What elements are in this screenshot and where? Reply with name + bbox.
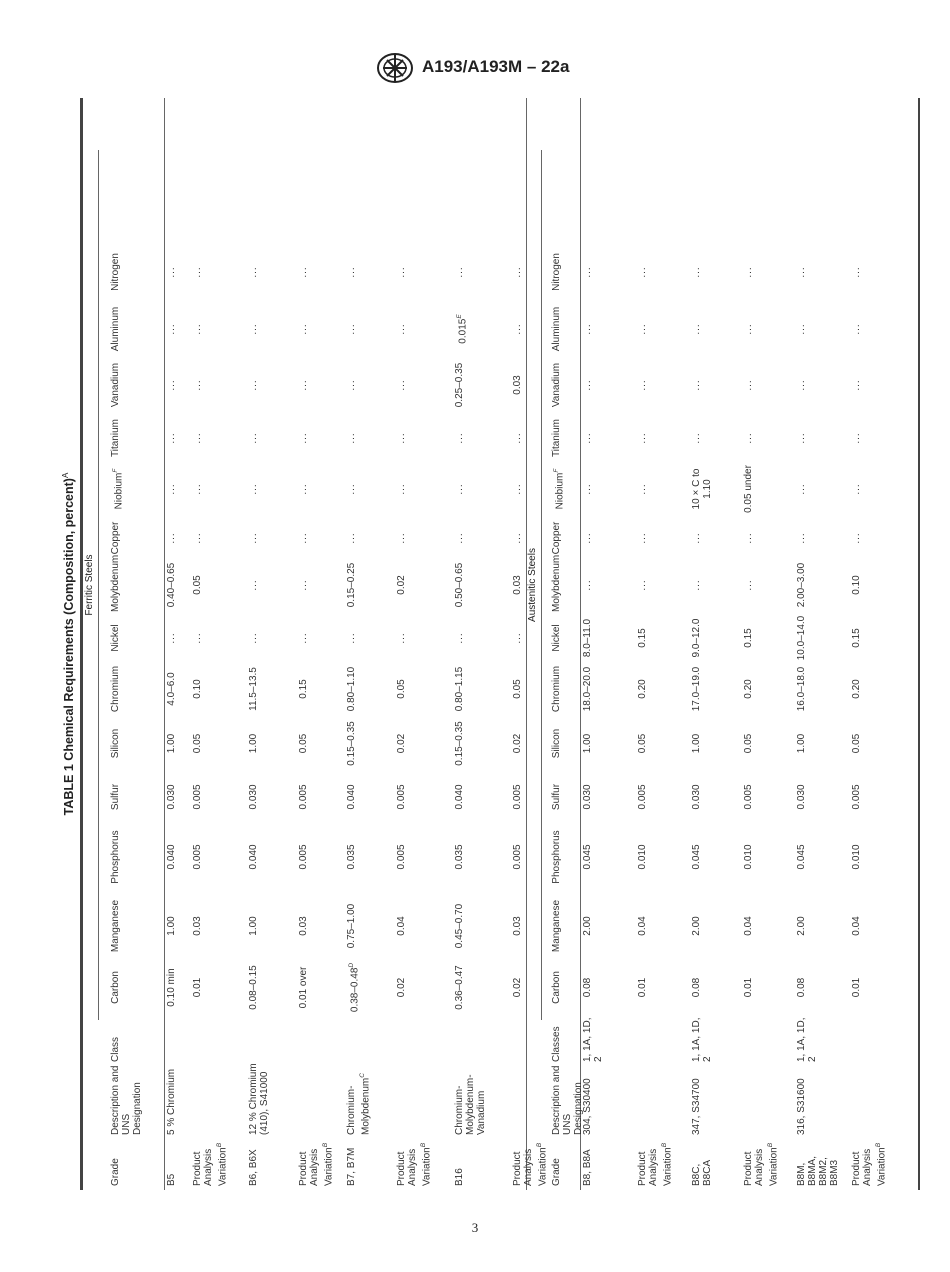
ferritic-table-cell: Chromium-Molybdenum$^C$ [346, 1073, 372, 1135]
ferritic-table-cell: ... [396, 532, 407, 544]
austenitic-table-cell: ... [743, 532, 754, 544]
ferritic-table-cell: 0.040 [248, 844, 259, 870]
ferritic-table-cell: 0.03 [512, 575, 523, 595]
ferritic-table-cell: ... [298, 266, 309, 278]
austenitic-table-cell: 0.030 [691, 784, 702, 810]
austenitic-table-cell: 0.20 [851, 679, 862, 699]
austenitic-table-cell: ... [743, 432, 754, 444]
ferritic-header-line [164, 98, 165, 1190]
austenitic-table-cell: 0.005 [851, 784, 862, 810]
austenitic-table-cell: ... [743, 323, 754, 335]
ferritic-table-cell: 0.02 [396, 733, 407, 754]
ferritic-table-cell: 0.02 [512, 977, 523, 998]
ferritic-table-cell: 0.035 [346, 844, 357, 870]
austenitic-table-cell: ... [851, 323, 862, 335]
austenitic-table-cell: 0.01 [743, 977, 754, 998]
ferritic-table-cell: ... [346, 632, 357, 644]
ferritic-table-cell: ... [454, 632, 465, 644]
niobium-footnote: F [112, 468, 119, 473]
austenitic-table-cell: 0.010 [851, 844, 862, 870]
austenitic-table-cell: 0.15 [637, 628, 648, 648]
austenitic-table-cell: ... [582, 532, 593, 544]
ferritic-table-cell: ... [298, 532, 309, 544]
ferritic-table-cell: 0.005 [512, 844, 523, 870]
b16-aluminum-footnote: E [456, 314, 463, 319]
austenitic-table-cell: ... [582, 266, 593, 278]
austenitic-table-cell: Product Analysis Variation$^B$ [743, 1142, 780, 1186]
austenitic-table-cell: ... [637, 483, 648, 495]
ferritic-table-cell: ... [396, 632, 407, 644]
ferritic-table-cell: 0.04 [396, 916, 407, 936]
ferritic-table-cell: ... [512, 323, 523, 335]
austenitic-table-cell: Product Analysis Variation$^B$ [851, 1142, 888, 1186]
austenitic-table-cell: 1.00 [582, 733, 593, 754]
ferritic-table-cell: ... [166, 632, 177, 644]
austenitic-table-cell: ... [851, 432, 862, 444]
austenitic-table-cell: 316, S31600 [796, 1078, 807, 1135]
ferritic-table-cell: 0.15–0.35 [454, 721, 465, 766]
ferritic-table-cell: 0.03 [512, 916, 523, 936]
austenitic-col-header: Molybdenum [551, 554, 562, 612]
ferritic-table-cell: 0.05 [396, 679, 407, 699]
ferritic-table-cell: 0.005 [298, 844, 309, 870]
ferritic-table-cell: 0.40–0.65 [166, 562, 177, 608]
austenitic-table-cell: 0.15 [851, 628, 862, 648]
ferritic-table-cell: ... [166, 483, 177, 495]
b7-desc-footnote: C [359, 1073, 366, 1078]
ferritic-table-cell: 1.00 [166, 733, 177, 754]
ferritic-table-cell: ... [166, 323, 177, 335]
ferritic-table-cell: 1.00 [248, 733, 259, 754]
pav-footnote: B [661, 1142, 668, 1148]
austenitic-table-cell: ... [582, 483, 593, 495]
austenitic-header-line [580, 98, 581, 1190]
austenitic-table-cell: ... [582, 432, 593, 444]
austenitic-table-cell: ... [851, 532, 862, 544]
austenitic-table-cell: 304, S30400 [582, 1078, 593, 1135]
ferritic-table-cell: 0.15 [298, 679, 309, 699]
austenitic-col-header: Copper [551, 521, 562, 555]
ferritic-table-cell: ... [346, 483, 357, 495]
ferritic-table-cell: 12 % Chromium (410), S41000 [248, 1063, 270, 1135]
ferritic-table-cell: ... [192, 379, 203, 391]
ferritic-table-cell: ... [248, 266, 259, 278]
ferritic-table-cell: 0.10 min [166, 968, 177, 1007]
austenitic-col-header: Manganese [551, 899, 562, 953]
austenitic-table-cell: 0.20 [743, 679, 754, 699]
ferritic-section-label: Ferritic Steels [84, 554, 95, 616]
ferritic-table-cell: ... [396, 323, 407, 335]
table-title [58, 98, 77, 1190]
pav-footnote: B [536, 1142, 543, 1148]
austenitic-table-cell: ... [637, 532, 648, 544]
austenitic-table-cell: 0.08 [691, 977, 702, 998]
austenitic-table-cell: B8M, B8MA, B8M2, B8M3 [796, 1155, 840, 1186]
ferritic-table-cell: 0.03 [192, 916, 203, 936]
austenitic-table-cell: 1.00 [691, 733, 702, 754]
ferritic-table-cell: 0.75–1.00 [346, 903, 357, 949]
austenitic-table-cell: ... [691, 266, 702, 278]
ferritic-table-cell: 5 % Chromium [166, 1068, 177, 1135]
ferritic-table-cell: ... [396, 483, 407, 495]
ferritic-table-cell: 0.08–0.15 [248, 965, 259, 1010]
niobium-footnote: F [553, 468, 560, 473]
austenitic-table-cell: 0.10 [851, 575, 862, 595]
austenitic-table-cell: 0.01 [637, 977, 648, 998]
austenitic-col-header: Silicon [551, 728, 562, 759]
ferritic-table-cell: 0.15–0.25 [346, 562, 357, 608]
ferritic-table-cell: 0.03 [298, 916, 309, 936]
austenitic-table-cell: ... [637, 379, 648, 391]
page-number: 3 [471, 1220, 479, 1235]
ferritic-table-cell: ... [192, 483, 203, 495]
table-title-note: A [61, 472, 70, 479]
b7-carbon-footnote: D [348, 962, 355, 968]
ferritic-table-cell: 0.05 [512, 679, 523, 699]
document-designation: A193/A193M – 22a [422, 57, 570, 76]
ferritic-table-cell: ... [192, 632, 203, 644]
ferritic-table-cell: 0.005 [396, 784, 407, 810]
ferritic-table-cell: ... [298, 579, 309, 591]
ferritic-col-header: Carbon [110, 971, 121, 1004]
austenitic-table-cell: 0.005 [637, 784, 648, 810]
pav-footnote: B [322, 1142, 329, 1148]
ferritic-table-cell: ... [512, 483, 523, 495]
austenitic-table-cell: 9.0–12.0 [691, 618, 702, 658]
ferritic-table-cell: ... [512, 532, 523, 544]
austenitic-table-cell: 0.010 [743, 844, 754, 870]
ferritic-table-cell: 0.040 [346, 784, 357, 810]
ferritic-col-header: Titanium [110, 419, 121, 457]
austenitic-table-cell: 0.030 [796, 784, 807, 810]
ferritic-table-cell: $0.015^E$ [456, 314, 469, 344]
austenitic-col-header: Sulfur [551, 783, 562, 811]
ferritic-table-cell: ... [166, 432, 177, 444]
austenitic-table-cell: 0.030 [582, 784, 593, 810]
austenitic-col-header: Phosphorus [551, 830, 562, 884]
ferritic-table-cell: ... [192, 432, 203, 444]
ferritic-table-cell: 0.030 [166, 784, 177, 810]
austenitic-table-cell: ... [691, 532, 702, 544]
ferritic-section-line [98, 150, 99, 1020]
austenitic-table-cell: ... [851, 379, 862, 391]
ferritic-col-header: Phosphorus [110, 830, 121, 884]
austenitic-table-cell: 1, 1A, 1D, 2 [582, 1017, 604, 1062]
austenitic-table-cell: 0.05 [637, 733, 648, 754]
ferritic-table-cell: ... [166, 379, 177, 391]
ferritic-table-cell: 0.05 [192, 575, 203, 595]
ferritic-table-cell: $0.38-0.48^D$ [348, 962, 361, 1013]
ferritic-table-cell: 0.50–0.65 [454, 562, 465, 608]
ferritic-table-cell: ... [298, 632, 309, 644]
ferritic-table-cell: ... [396, 432, 407, 444]
ferritic-table-cell: ... [248, 323, 259, 335]
austenitic-table-cell: 2.00 [582, 916, 593, 936]
ferritic-table-cell: ... [454, 483, 465, 495]
ferritic-col-header: Nickel [110, 624, 121, 652]
austenitic-table-cell: 0.010 [637, 844, 648, 870]
ferritic-table-cell: 0.36–0.47 [454, 965, 465, 1010]
austenitic-col-header: Nitrogen [551, 253, 562, 291]
ferritic-table-cell: ... [454, 532, 465, 544]
austenitic-table-cell: 10.0–14.0 [796, 615, 807, 661]
ferritic-table-cell: ... [454, 432, 465, 444]
ferritic-table-cell: Product Analysis Variation$^B$ [298, 1142, 335, 1186]
ferritic-table-cell: ... [396, 379, 407, 391]
ferritic-table-cell: ... [396, 266, 407, 278]
ferritic-table-cell: B5 [166, 1173, 177, 1186]
ferritic-table-cell: 0.02 [396, 977, 407, 998]
ferritic-table-cell: 0.45–0.70 [454, 903, 465, 949]
austenitic-table-cell: ... [637, 266, 648, 278]
ferritic-table-cell: Product Analysis Variation$^B$ [192, 1142, 229, 1186]
ferritic-table-cell: 0.040 [454, 784, 465, 810]
ferritic-col-header: Sulfur [110, 783, 121, 811]
ferritic-table-cell: ... [298, 323, 309, 335]
ferritic-table-cell: Product Analysis Variation$^B$ [512, 1142, 549, 1186]
ferritic-table-cell: ... [298, 483, 309, 495]
ferritic-table-cell: 0.05 [298, 733, 309, 754]
ferritic-col-header: Copper [110, 521, 121, 555]
ferritic-table-cell: 0.040 [166, 844, 177, 870]
ferritic-table-cell: ... [248, 432, 259, 444]
ferritic-table-cell: 0.01 [192, 977, 203, 998]
ferritic-table-cell: ... [346, 323, 357, 335]
ferritic-table-cell: ... [454, 266, 465, 278]
austenitic-table-cell: 1, 1A, 1D, 2 [796, 1017, 818, 1062]
ferritic-table-cell: 0.030 [248, 784, 259, 810]
ferritic-col-header: Grade [110, 1158, 121, 1186]
ferritic-table-cell: 0.005 [512, 784, 523, 810]
ferritic-table-cell: ... [346, 379, 357, 391]
ferritic-table-cell: 4.0–6.0 [166, 672, 177, 706]
ferritic-col-header: Vanadium [110, 362, 121, 408]
ferritic-table-cell: ... [512, 632, 523, 644]
austenitic-table-cell: 2.00 [796, 916, 807, 936]
ferritic-col-header: Silicon [110, 728, 121, 759]
ferritic-table-cell: ... [248, 483, 259, 495]
austenitic-table-cell: 0.05 [851, 733, 862, 754]
austenitic-col-header: Classes [551, 1026, 562, 1062]
austenitic-section-line [541, 150, 542, 1020]
austenitic-table-cell: 0.045 [796, 844, 807, 870]
ferritic-table-cell: 0.005 [298, 784, 309, 810]
austenitic-table-cell: 0.01 [851, 977, 862, 998]
austenitic-col-header: Aluminum [551, 306, 562, 352]
ferritic-table-cell: 0.15–0.35 [346, 721, 357, 766]
ferritic-table-cell: 0.005 [192, 844, 203, 870]
austenitic-table-cell: 0.04 [637, 916, 648, 936]
pav-footnote: B [420, 1142, 427, 1148]
austenitic-table-cell: ... [637, 432, 648, 444]
ferritic-table-cell: 0.80–1.15 [454, 666, 465, 712]
austenitic-table-cell: ... [637, 579, 648, 591]
austenitic-col-header: Carbon [551, 971, 562, 1004]
austenitic-table-cell: ... [743, 266, 754, 278]
ferritic-table-cell: 0.01 over [298, 966, 309, 1009]
austenitic-table-cell: ... [796, 483, 807, 495]
austenitic-col-header: Titanium [551, 419, 562, 457]
austenitic-table-cell: 18.0–20.0 [582, 666, 593, 712]
austenitic-table-cell: 16.0–18.0 [796, 666, 807, 712]
austenitic-table-cell: Product Analysis Variation$^B$ [637, 1142, 674, 1186]
austenitic-table-cell: ... [796, 532, 807, 544]
austenitic-table-cell: ... [637, 323, 648, 335]
ferritic-col-header: Aluminum [110, 306, 121, 352]
austenitic-table-cell: ... [796, 266, 807, 278]
ferritic-col-header: Class [110, 1036, 121, 1062]
austenitic-table-cell: ... [743, 579, 754, 591]
austenitic-col-header: Chromium [551, 665, 562, 713]
austenitic-table-cell: ... [691, 432, 702, 444]
ferritic-table-cell: ... [248, 579, 259, 591]
ferritic-table-cell: ... [346, 532, 357, 544]
austenitic-col-header: Grade [551, 1158, 562, 1186]
table-frame [80, 98, 920, 1190]
ferritic-table-cell: Product Analysis Variation$^B$ [396, 1142, 433, 1186]
austenitic-col-header: Vanadium [551, 362, 562, 408]
ferritic-table-cell: ... [192, 532, 203, 544]
austenitic-table-cell: ... [796, 379, 807, 391]
austenitic-table-cell: 0.08 [796, 977, 807, 998]
austenitic-table-cell: ... [691, 579, 702, 591]
austenitic-col-header: Nickel [551, 624, 562, 652]
ferritic-table-cell: 0.03 [512, 375, 523, 395]
ferritic-table-cell: 0.10 [192, 679, 203, 699]
austenitic-table-cell: 347, S34700 [691, 1078, 702, 1135]
austenitic-table-cell: 1.00 [796, 733, 807, 754]
austenitic-table-cell: ... [796, 432, 807, 444]
astm-logo-icon [375, 52, 415, 84]
austenitic-table-cell: 0.15 [743, 628, 754, 648]
pav-footnote: B [875, 1142, 882, 1148]
ferritic-table-cell: ... [166, 532, 177, 544]
austenitic-table-cell: 1, 1A, 1D, 2 [691, 1017, 713, 1062]
austenitic-table-cell: 0.08 [582, 977, 593, 998]
austenitic-table-cell: 0.05 under [743, 465, 754, 513]
ferritic-table-cell: B16 [454, 1168, 465, 1186]
austenitic-table-cell: B8C, B8CA [691, 1159, 713, 1186]
ferritic-table-cell: 0.02 [396, 575, 407, 595]
austenitic-table-cell: 0.20 [637, 679, 648, 699]
austenitic-table-cell: 0.04 [851, 916, 862, 936]
austenitic-table-cell: 0.005 [743, 784, 754, 810]
austenitic-table-cell: 0.04 [743, 916, 754, 936]
ferritic-table-cell: 0.035 [454, 844, 465, 870]
austenitic-table-cell: 17.0–19.0 [691, 666, 702, 712]
austenitic-table-cell: ... [851, 483, 862, 495]
austenitic-table-cell: 0.045 [582, 844, 593, 870]
ferritic-col-header: Molybdenum [110, 554, 121, 612]
ferritic-table-cell: ... [346, 266, 357, 278]
austenitic-table-cell: 2.00 [691, 916, 702, 936]
ferritic-table-cell: 0.05 [192, 733, 203, 754]
austenitic-table-cell: 0.05 [743, 733, 754, 754]
ferritic-table-cell: ... [248, 532, 259, 544]
ferritic-table-cell: 0.02 [512, 733, 523, 754]
austenitic-table-cell: B8, B8A [582, 1149, 593, 1186]
ferritic-table-cell: ... [248, 632, 259, 644]
table-title-text: TABLE 1 Chemical Requirements (Composition, percent) [62, 478, 77, 816]
ferritic-col-header: Nitrogen [110, 253, 121, 291]
ferritic-table-cell: 0.005 [192, 784, 203, 810]
ferritic-table-cell: 0.005 [396, 844, 407, 870]
ferritic-table-cell: ... [298, 379, 309, 391]
pav-footnote: B [216, 1142, 223, 1148]
ferritic-table-cell: 1.00 [248, 916, 259, 936]
rotated-table-block [58, 98, 920, 1190]
ferritic-table-cell: 0.25–0.35 [454, 362, 465, 408]
austenitic-col-header: Niobium$^F$ [553, 468, 566, 510]
austenitic-section-label: Austenitic Steels [527, 548, 538, 622]
ferritic-table-cell: ... [298, 432, 309, 444]
austenitic-table-cell: ... [851, 266, 862, 278]
austenitic-table-cell: ... [796, 323, 807, 335]
ferritic-col-header: Chromium [110, 665, 121, 713]
ferritic-table-cell: B7, B7M [346, 1147, 357, 1186]
page-header [0, 52, 950, 86]
austenitic-table-cell: ... [691, 379, 702, 391]
austenitic-table-cell: ... [582, 579, 593, 591]
ferritic-col-header: Description and UNS Designation [110, 1065, 143, 1135]
ferritic-col-header: Niobium$^F$ [112, 468, 125, 510]
ferritic-table-cell: 0.80–1.10 [346, 666, 357, 712]
ferritic-table-cell: ... [512, 266, 523, 278]
ferritic-table-cell: Chromium-Molybdenum-Vanadium [454, 1074, 487, 1135]
austenitic-table-cell: 0.045 [691, 844, 702, 870]
ferritic-table-cell: ... [192, 266, 203, 278]
pav-footnote: B [767, 1142, 774, 1148]
ferritic-table-cell: 11.5–13.5 [248, 667, 259, 711]
ferritic-table-cell: ... [166, 266, 177, 278]
austenitic-table-cell: 10 × C to 1.10 [691, 468, 713, 510]
austenitic-table-cell: ... [743, 379, 754, 391]
ferritic-table-cell: ... [192, 323, 203, 335]
ferritic-table-cell: 1.00 [166, 916, 177, 936]
ferritic-col-header: Manganese [110, 899, 121, 953]
austenitic-table-cell: ... [691, 323, 702, 335]
ferritic-table-cell: B6, B6X [248, 1149, 259, 1186]
ferritic-table-cell: ... [512, 432, 523, 444]
austenitic-table-cell: 2.00–3.00 [796, 562, 807, 608]
ferritic-table-cell: ... [346, 432, 357, 444]
austenitic-col-header: Description and UNS Designation [551, 1065, 584, 1135]
austenitic-table-cell: ... [582, 323, 593, 335]
austenitic-table-cell: 8.0–11.0 [582, 618, 593, 658]
austenitic-table-cell: ... [582, 379, 593, 391]
ferritic-table-cell: ... [248, 379, 259, 391]
